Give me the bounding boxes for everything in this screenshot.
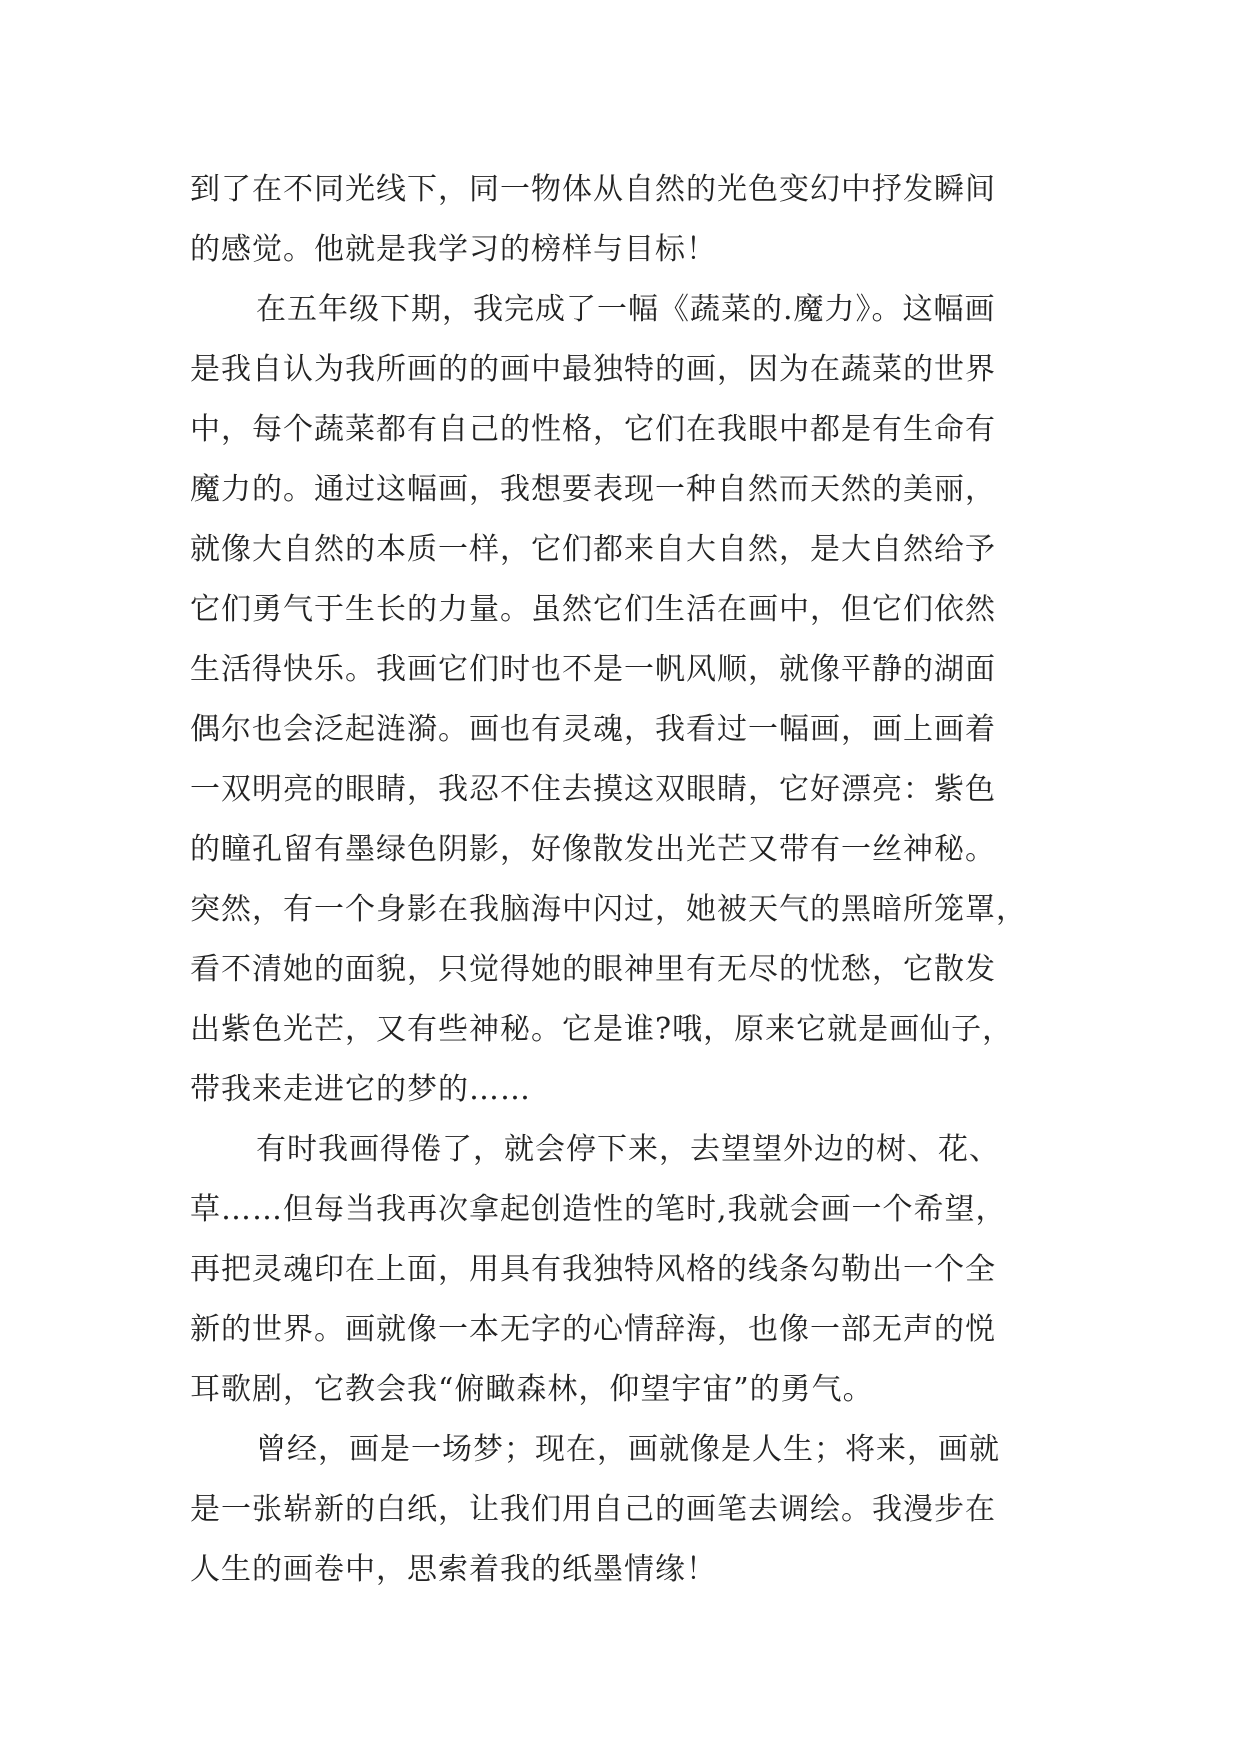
text-line: 偶尔也会泛起涟漪。画也有灵魂，我看过一幅画，画上画着 xyxy=(190,712,996,747)
text-line: 在五年级下期，我完成了一幅《蔬菜的.魔力》。这幅画 xyxy=(256,292,996,327)
text-line: 魔力的。通过这幅画，我想要表现一种自然而天然的美丽， xyxy=(190,472,996,507)
text-line: 出紫色光芒，又有些神秘。它是谁?哦，原来它就是画仙子， xyxy=(190,1012,1014,1047)
text-line: 再把灵魂印在上面，用具有我独特风格的线条勾勒出一个全 xyxy=(190,1252,996,1287)
text-line: 的感觉。他就是我学习的榜样与目标！ xyxy=(190,232,717,267)
text-line: 突然，有一个身影在我脑海中闪过，她被天气的黑暗所笼罩， xyxy=(190,892,1027,927)
text-line: 曾经，画是一场梦；现在，画就像是人生；将来，画就 xyxy=(256,1432,1000,1467)
text-line: 一双明亮的眼睛，我忍不住去摸这双眼睛，它好漂亮：紫色 xyxy=(190,772,996,807)
text-line: 的瞳孔留有墨绿色阴影，好像散发出光芒又带有一丝神秘。 xyxy=(190,832,996,867)
text-line: 是一张崭新的白纸，让我们用自己的画笔去调绘。我漫步在 xyxy=(190,1492,996,1527)
text-line: 就像大自然的本质一样，它们都来自大自然，是大自然给予 xyxy=(190,532,996,567)
text-line: 看不清她的面貌，只觉得她的眼神里有无尽的忧愁，它散发 xyxy=(190,952,996,987)
text-line: 带我来走进它的梦的…… xyxy=(190,1072,531,1107)
text-line: 生活得快乐。我画它们时也不是一帆风顺，就像平静的湖面 xyxy=(190,652,996,687)
text-line: 有时我画得倦了，就会停下来，去望望外边的树、花、 xyxy=(256,1132,1000,1167)
text-line: 人生的画卷中，思索着我的纸墨情缘！ xyxy=(190,1552,717,1587)
text-line: 到了在不同光线下，同一物体从自然的光色变幻中抒发瞬间 xyxy=(190,172,996,207)
essay-body xyxy=(190,160,1090,1600)
text-line: 它们勇气于生长的力量。虽然它们生活在画中，但它们依然 xyxy=(190,592,996,627)
text-line: 是我自认为我所画的的画中最独特的画，因为在蔬菜的世界 xyxy=(190,352,996,387)
text-line: 新的世界。画就像一本无字的心情辞海，也像一部无声的悦 xyxy=(190,1312,996,1347)
text-line: 中，每个蔬菜都有自己的性格，它们在我眼中都是有生命有 xyxy=(190,412,996,447)
text-line: 耳歌剧，它教会我“俯瞰森林，仰望宇宙”的勇气。 xyxy=(190,1372,874,1407)
text-line: 草……但每当我再次拿起创造性的笔时,我就会画一个希望， xyxy=(190,1192,1007,1227)
